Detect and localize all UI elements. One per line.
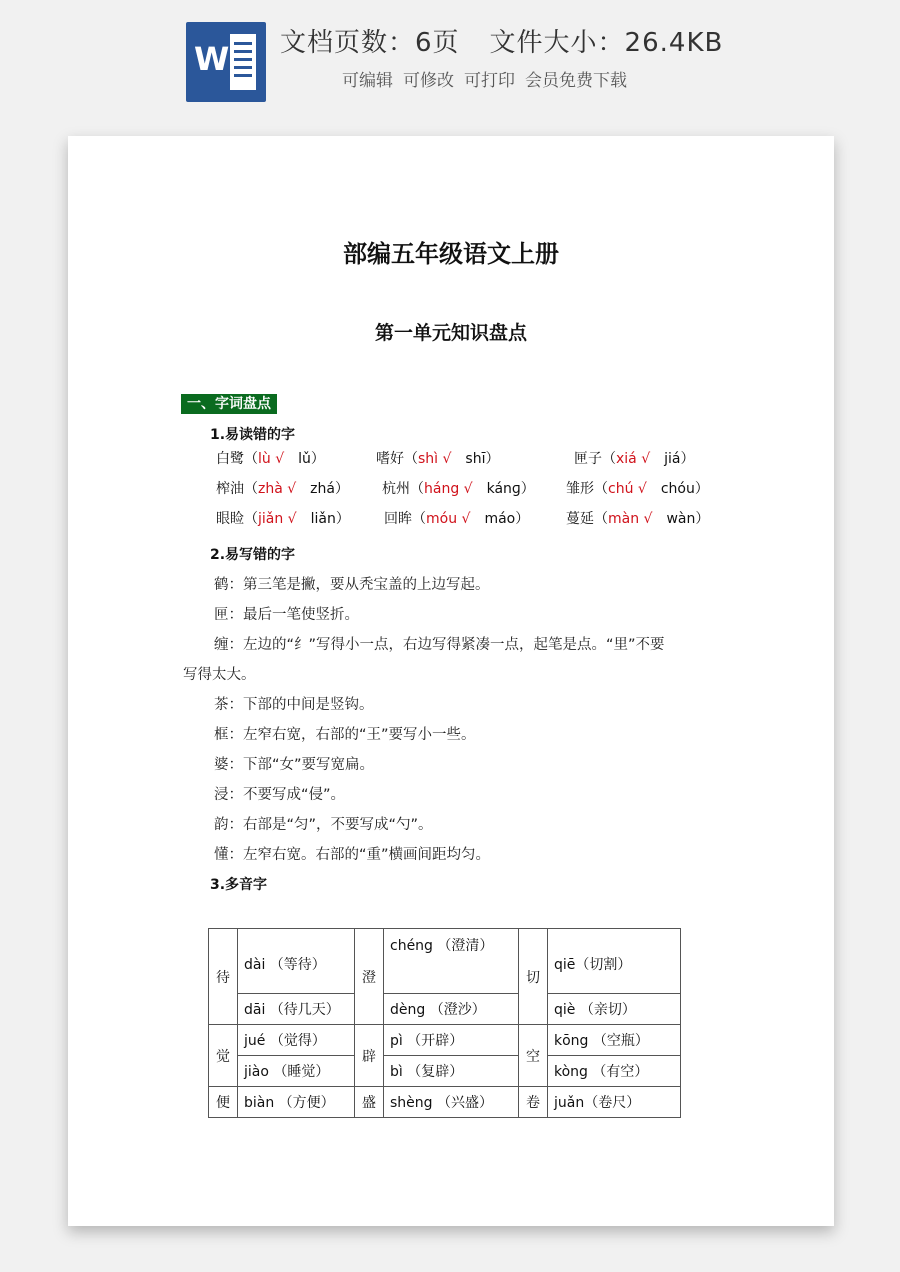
reading-item: 回眸（móu √ máo） [384, 511, 530, 527]
table-cell: 澄 [355, 929, 384, 1025]
reading-item: 嗜好（shì √ shī） [376, 451, 500, 467]
table-cell: 待 [209, 929, 238, 1025]
table-cell: 辟 [355, 1025, 384, 1087]
table-cell: jué （觉得） [238, 1025, 355, 1056]
table-cell: dài （等待） [238, 929, 355, 994]
table-cell: jiào （睡觉） [238, 1056, 355, 1087]
note-line: 茶：下部的中间是竖钩。 [214, 697, 374, 713]
subheading-miswritten: 2.易写错的字 [210, 547, 296, 563]
tag-printable: 可打印 [464, 71, 515, 91]
table-cell: bì （复辟） [384, 1056, 519, 1087]
table-cell: 盛 [355, 1087, 384, 1118]
reading-item: 雏形（chú √ chóu） [566, 481, 709, 497]
note-line: 缠：左边的“纟”写得小一点，右边写得紧凑一点，起笔是点。“里”不要 [214, 637, 665, 653]
table-cell: qiè （亲切） [548, 994, 681, 1025]
table-cell: 便 [209, 1087, 238, 1118]
table-cell: pì （开辟） [384, 1025, 519, 1056]
reading-item: 眼睑（jiǎn √ liǎn） [216, 511, 350, 527]
note-line: 懂：左窄右宽。右部的“重”横画间距均匀。 [214, 847, 491, 863]
reading-item: 榨油（zhà √ zhá） [216, 481, 349, 497]
document-page [68, 136, 834, 1226]
reading-item: 杭州（háng √ kánɡ） [382, 481, 535, 497]
table-cell: juǎn（卷尺） [548, 1087, 681, 1118]
table-cell: kōng （空瓶） [548, 1025, 681, 1056]
reading-item: 匣子（xiá √ jiá） [574, 451, 695, 467]
subheading-polyphonic: 3.多音字 [210, 877, 268, 893]
doc-title: 部编五年级语文上册 [343, 240, 559, 268]
table-cell: dèng （澄沙） [384, 994, 519, 1025]
reading-item: 蔓延（màn √ wàn） [566, 511, 710, 527]
tag-editable: 可编辑 [342, 71, 393, 91]
table-cell: shèng （兴盛） [384, 1087, 519, 1118]
subheading-misread: 1.易读错的字 [210, 427, 296, 443]
word-document-icon: W [186, 22, 266, 102]
note-line: 韵：右部是“匀”，不要写成“勺”。 [214, 817, 433, 833]
note-line: 写得太大。 [183, 667, 256, 683]
table-cell: 切 [519, 929, 548, 1025]
doc-subtitle: 第一单元知识盘点 [374, 322, 527, 344]
tag-modifiable: 可修改 [403, 71, 454, 91]
note-line: 框：左窄右宽，右部的“王”要写小一些。 [214, 727, 476, 743]
tag-free-download: 会员免费下载 [525, 71, 627, 91]
table-cell: qiē（切割） [548, 929, 681, 994]
table-cell: biàn （方便） [238, 1087, 355, 1118]
section-heading: 一、字词盘点 [181, 394, 277, 414]
file-size: 文件大小：26.4KB [489, 28, 724, 58]
table-cell: chéng （澄清） [384, 929, 519, 994]
table-cell: dāi （待几天） [238, 994, 355, 1025]
note-line: 鹤：第三笔是撇，要从秃宝盖的上边写起。 [214, 577, 490, 593]
table-cell: 卷 [519, 1087, 548, 1118]
file-info-header [0, 0, 900, 120]
note-line: 浸：不要写成“侵”。 [214, 787, 346, 803]
table-cell: 空 [519, 1025, 548, 1087]
table-cell: kòng （有空） [548, 1056, 681, 1087]
note-line: 婆：下部“女”要写宽扁。 [214, 757, 375, 773]
reading-item: 白鹭（lù √ lǔ） [216, 451, 325, 467]
page-count: 文档页数：6页 [280, 28, 460, 58]
table-cell: 觉 [209, 1025, 238, 1087]
note-line: 匣：最后一笔使竖折。 [214, 607, 359, 623]
polyphonic-table [208, 928, 681, 1118]
